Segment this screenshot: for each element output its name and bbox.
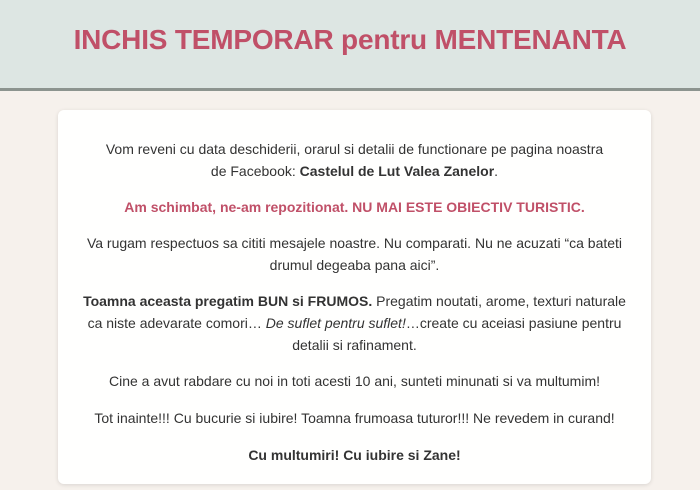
autumn-text-end: …create cu aceiasi pasiune pentru detalii si rafinament.: [292, 315, 622, 353]
page-header: [0, 0, 700, 91]
autumn-slogan: De suflet pentru suflet!: [265, 315, 406, 331]
facebook-info-text: Vom reveni cu data deschiderii, orarul si detalii de functionare pe pagina noastra de Facebook:: [105, 141, 604, 179]
facebook-info-period: .: [494, 163, 499, 179]
request-paragraph: Va rugam respectuos sa cititi mesajele noastre. Nu comparati. Nu ne acuzati “ca bateti drumul degeaba pana aici”.: [86, 235, 623, 273]
signature-text: Cu multumiri! Cu iubire si Zane!: [248, 447, 461, 463]
repositioned-notice: Am schimbat, ne-am repozitionat. NU MAI ESTE OBIECTIV TURISTIC.: [124, 199, 585, 215]
autumn-headline: Toamna aceasta pregatim BUN si FRUMOS.: [83, 293, 373, 309]
facebook-page-name: Castelul de Lut Valea Zanelor: [299, 163, 495, 179]
forward-paragraph: Tot inainte!!! Cu bucurie si iubire! Toamna frumoasa tuturor!!! Ne revedem in curand!: [94, 410, 615, 426]
signature: [72, 444, 637, 466]
page-title: INCHIS TEMPORAR pentru MENTENANTA: [73, 24, 627, 55]
autumn-paragraph: [72, 290, 637, 356]
autumn-text: Pregatim noutati, arome, texturi naturale ca niste adevarate comori…: [87, 293, 626, 331]
thanks-paragraph: Cine a avut rabdare cu noi in toti acesti 10 ani, sunteti minunati si va multumim!: [108, 373, 601, 389]
message-card: [58, 110, 651, 484]
facebook-info-paragraph: [72, 138, 637, 182]
